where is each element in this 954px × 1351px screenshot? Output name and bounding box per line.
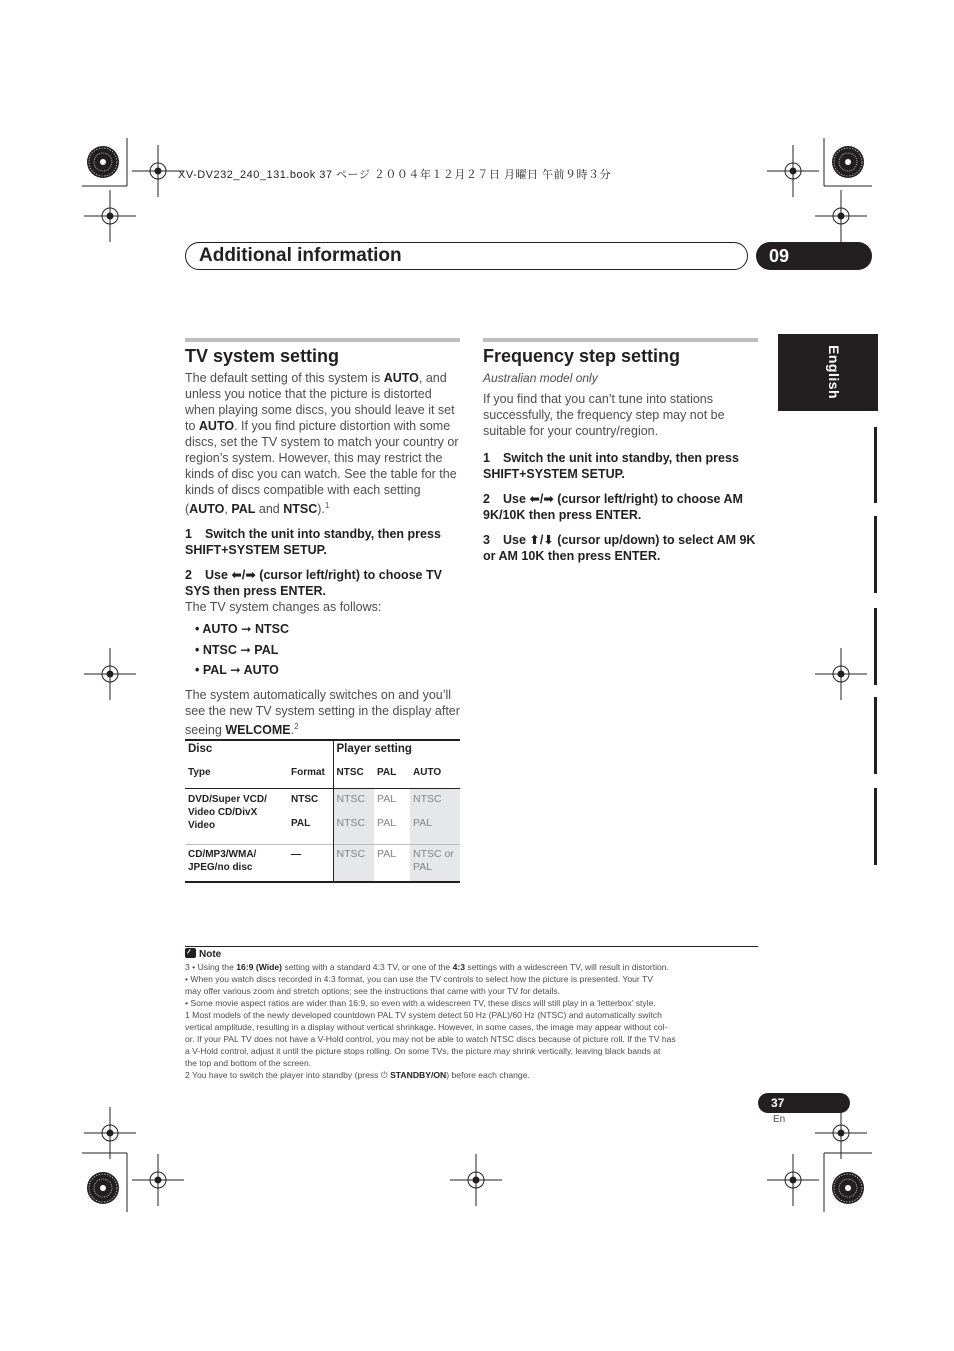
chapter-number: 09 — [756, 242, 872, 270]
tv-system-outro: The system automatically switches on and you’ll see the new TV system setting in the display after seeing WELCOME.$^2$ — [185, 687, 460, 737]
cell-type: DVD/Super VCD/ Video CD/DivX Video — [188, 793, 267, 831]
cell-ntsc: NTSC NTSC — [333, 788, 374, 844]
note-line: • When you watch discs recorded in 4:3 format, you can use the TV controls to select how the picture is presented. Your TV — [185, 974, 653, 984]
cell-type: CD/MP3/WMA/ JPEG/no disc — [185, 844, 288, 882]
cell-pal: PAL — [374, 844, 410, 882]
frequency-subtitle: Australian model only — [483, 371, 598, 385]
page-number: 37 — [758, 1093, 850, 1113]
cycle-item: • PAL ➞ AUTO — [195, 663, 279, 678]
note-line: may offer various zoom and stretch options; see the instructions that came with your TV for details. — [185, 986, 561, 996]
cell-auto: NTSC PAL — [410, 788, 460, 844]
note-line: a V-Hold control, adjust it until the picture stops rolling. On some TVs, the picture may shrink vertically, leaving black bands at — [185, 1046, 661, 1056]
header-player-setting: Player setting — [333, 740, 460, 764]
tv-step-2: 2 Use ⬅/➡ (cursor left/right) to choose TV SYS then press ENTER. — [185, 568, 442, 599]
pencil-icon — [185, 948, 196, 958]
cell-format: NTSC PAL — [291, 793, 319, 829]
cycle-item: • NTSC ➞ PAL — [195, 642, 279, 657]
page-language: En — [773, 1114, 786, 1125]
tv-system-title: TV system setting — [185, 346, 340, 366]
header-ntsc: NTSC — [333, 764, 374, 788]
note-line: 2 You have to switch the player into standby (press ⏻ STANDBY/ON) before each change. — [185, 1070, 530, 1080]
tv-step-1: 1 Switch the unit into standby, then press SHIFT+SYSTEM SETUP. — [185, 527, 441, 558]
section-rule — [185, 338, 460, 342]
note-line: vertical amplitude, resulting in a display without vertical shrinkage. However, in some cases, the image may appear without col- — [185, 1022, 668, 1032]
note-rule — [185, 946, 758, 947]
tv-changes-text: The TV system changes as follows: — [185, 600, 382, 615]
header-format: Format — [288, 764, 333, 788]
section-title: Additional information — [199, 245, 402, 266]
side-thumb-bar-2 — [874, 516, 877, 593]
header-pal: PAL — [374, 764, 410, 788]
disc-compatibility-table — [185, 739, 460, 883]
cell-format: — — [288, 844, 333, 882]
note-line: or. If your PAL TV does not have a V-Hold control, you may not be able to watch NTSC discs because of picture roll. If the TV has — [185, 1034, 676, 1044]
frequency-section — [483, 338, 758, 564]
table-row — [185, 844, 460, 882]
freq-step-3: 3 Use ⬆/⬇ (cursor up/down) to select AM 9K or AM 10K then press ENTER. — [483, 533, 756, 563]
cell-auto: NTSC or PAL — [410, 844, 460, 882]
footnote-ref-1: 1 — [324, 501, 330, 510]
note-line: • Some movie aspect ratios are wider than 16:9, so even with a widescreen TV, these discs will still play in a ‘letterbox’ style. — [185, 998, 656, 1008]
side-thumb-bar-4 — [874, 697, 877, 774]
footnotes — [185, 961, 758, 1081]
note-line: 1 Most models of the newly developed countdown PAL TV system detect 50 Hz (PAL)/60 Hz (NTSC) and automatically switch — [185, 1010, 662, 1020]
freq-step-1: 1 Switch the unit into standby, then press SHIFT+SYSTEM SETUP. — [483, 451, 739, 481]
note-line: the top and bottom of the screen. — [185, 1058, 312, 1068]
frequency-intro: If you find that you can’t tune into stations successfully, the frequency step may not be suitable for your country/region. — [483, 392, 725, 438]
language-label: English — [826, 345, 842, 400]
note-line: 3 • Using the 16:9 (Wide) setting with a standard 4:3 TV, or one of the 4:3 settings with a widescreen TV, will result in distortion. — [185, 962, 669, 972]
note-heading: Note — [185, 948, 221, 960]
cycle-item: • AUTO ➞ NTSC — [195, 622, 290, 637]
section-rule — [483, 338, 758, 342]
power-icon: ⏻ — [380, 1070, 388, 1080]
freq-step-2: 2 Use ⬅/➡ (cursor left/right) to choose AM 9K/10K then press ENTER. — [483, 492, 743, 522]
cell-pal: PAL PAL — [377, 792, 397, 829]
header-type: Type — [185, 764, 288, 788]
tv-system-cycle — [195, 619, 460, 681]
tv-system-intro: The default setting of this system is AUTO, and unless you notice that the picture is distorted when playing some discs, you should leave it set to AUTO. If you find picture distortion with some discs, set the TV system to match your country or region’s system. However, this may restrict the kinds of disc you can watch. See the table for the kinds of discs compatible with each setting (AUTO, PAL and NTSC).$^1$ — [185, 371, 459, 517]
frequency-title: Frequency step setting — [483, 346, 681, 366]
footnote-ref-2: 2 — [294, 721, 299, 731]
cell-ntsc: NTSC — [333, 844, 374, 882]
side-thumb-bar-1 — [874, 427, 877, 503]
header-disc: Disc — [185, 740, 333, 764]
print-file-header: XV-DV232_240_131.book 37 ページ ２００４年１２月２７日 月曜日 午前９時３分 — [178, 169, 612, 181]
table-row — [185, 788, 460, 844]
language-tab — [778, 334, 878, 411]
header-auto: AUTO — [410, 764, 460, 788]
side-thumb-bar-5 — [874, 788, 877, 865]
side-thumb-bar-3 — [874, 608, 877, 685]
tv-system-section — [185, 338, 460, 738]
